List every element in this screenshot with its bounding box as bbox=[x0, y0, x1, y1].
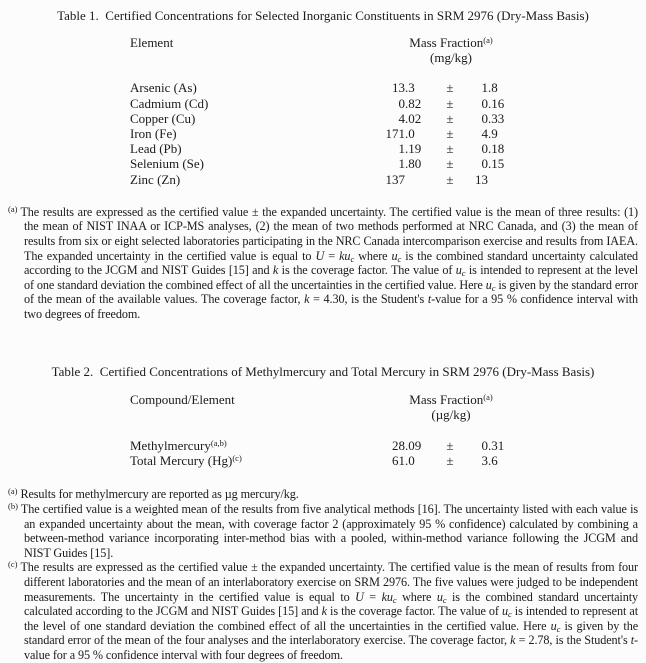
element-label: Copper (Cu) bbox=[130, 110, 196, 126]
table2-unit-row bbox=[130, 407, 646, 422]
uncertainty-frac: .8 bbox=[488, 80, 498, 96]
value-int: 4 bbox=[398, 110, 405, 126]
table2-column-mass-fraction bbox=[380, 392, 522, 407]
table2-body bbox=[0, 438, 646, 468]
value-int: 137 bbox=[385, 171, 405, 187]
footnote-marker: (b) bbox=[8, 500, 18, 511]
table-row bbox=[130, 141, 646, 156]
uncertainty-frac: .6 bbox=[488, 453, 498, 469]
table1-body bbox=[0, 80, 646, 186]
element-label: Arsenic (As) bbox=[130, 80, 197, 96]
compound-label: Methylmercury bbox=[130, 437, 211, 453]
table2-title: Table 2. Certified Concentrations of Methylmercury and Total Mercury in SRM 2976 (Dry-Mass Basis) bbox=[51, 363, 595, 379]
element-name bbox=[130, 96, 380, 111]
value-int: 171 bbox=[385, 126, 405, 142]
table2-header-row bbox=[130, 392, 646, 407]
plus-minus-sign: ± bbox=[446, 141, 454, 157]
value-int: 1 bbox=[398, 141, 405, 157]
footnote-marker: (a) bbox=[8, 203, 18, 214]
value-frac: .19 bbox=[405, 141, 422, 157]
footnote-text: The results are expressed as the certified value ± the expanded uncertainty. The certified value is the mean of results from four different laboratories and the mean of an interlaboratory exercise on SRM 2976. The five values were judged to be independent measurements. The uncertainty in the certified value is equal to U = kuc where uc is the combined standard uncertainty calculated according to the JCGM and NIST Guides [15] and k is the coverage factor. The value of uc is intended to represent at the level of one standard deviation the combined effect of all the uncertainties in the certified value. Here uc is given by the standard error of the mean of the four analyses and the interlaboratory exercise. The coverage factor, k = 2.78, is the Student's t-value for a 95 % confidence interval with four degrees of freedom. bbox=[20, 560, 639, 662]
uncertainty-int: 4 bbox=[481, 126, 488, 142]
element-name bbox=[130, 111, 380, 126]
element-label: Selenium (Se) bbox=[130, 156, 205, 172]
compound-name bbox=[130, 438, 380, 453]
footnote-b bbox=[8, 502, 638, 560]
uncertainty-frac: .18 bbox=[488, 141, 505, 157]
element-name bbox=[130, 141, 380, 156]
value-frac bbox=[405, 172, 439, 187]
compound-label: Total Mercury (Hg) bbox=[130, 453, 233, 469]
table-row bbox=[130, 111, 646, 126]
uncertainty-frac bbox=[488, 172, 522, 187]
footnote-text: The certified value is a weighted mean of the results from five analytical methods [16]. The uncertainty listed with each value is an expanded uncertainty about the mean, with coverage factor 2 (approximately 95 % confidence) calculated by combining a between-method variance incorporating inter-method bias with a pooled, within-method variance following the JCGM and NIST Guides [15]. bbox=[20, 501, 638, 560]
table2-footnotes bbox=[8, 487, 638, 662]
uncertainty-int: 1 bbox=[481, 80, 488, 96]
spacer bbox=[130, 407, 380, 422]
compound-footnote-ref: (c) bbox=[232, 453, 242, 464]
value-frac: .3 bbox=[405, 80, 415, 96]
value-int: 28 bbox=[392, 437, 405, 453]
mass-fraction-footnote-ref: (a) bbox=[483, 391, 493, 402]
element-name bbox=[130, 126, 380, 141]
uncertainty-int: 0 bbox=[481, 437, 488, 453]
value-frac: .0 bbox=[405, 126, 415, 142]
footnote-text: The results are expressed as the certified value ± the expanded uncertainty. The certified value is the mean of three results: (1) the mean of NIST INAA or ICP-MS analyses, (2) the mean of two methods performed at NRC Canada, and (3) the mean of results from six or eight selected laboratories participating in the NRC Canada intercomparison exercise and results from IAEA. The expanded uncertainty in the certified value is equal to U = kuc where uc is the combined standard uncertainty calculated according to the JCGM and NIST Guides [15] and k is the coverage factor. The value of uc is intended to represent at the level of one standard deviation the combined effect of all the uncertainties in the certified value. Here uc is given by the standard error of the mean of the available values. The coverage factor, k = 4.30, is the Student's t-value for a 95 % confidence interval with two degrees of freedom. bbox=[20, 204, 639, 321]
table-row bbox=[130, 156, 646, 171]
footnote-marker: (a) bbox=[8, 486, 18, 497]
element-name bbox=[130, 80, 380, 95]
uncertainty-int: 0 bbox=[481, 95, 488, 111]
table1-footnotes bbox=[8, 205, 638, 322]
element-label: Zinc (Zn) bbox=[130, 171, 181, 187]
uncertainty-int: 0 bbox=[481, 141, 488, 157]
table-row bbox=[130, 126, 646, 141]
table2-column-compound-element: Compound/Element bbox=[130, 391, 235, 407]
mass-fraction-footnote-ref: (a) bbox=[483, 35, 493, 45]
plus-minus-sign: ± bbox=[446, 437, 454, 453]
table1-unit: (mg/kg) bbox=[430, 50, 472, 66]
plus-minus-sign: ± bbox=[446, 80, 454, 96]
table-row bbox=[130, 438, 646, 453]
footnote-a bbox=[8, 205, 638, 322]
plus-minus-sign: ± bbox=[446, 171, 454, 187]
value-frac: .80 bbox=[405, 156, 422, 172]
compound-name bbox=[130, 453, 380, 468]
plus-minus-sign: ± bbox=[446, 110, 454, 126]
plus-minus-sign: ± bbox=[446, 95, 454, 111]
uncertainty-int: 13 bbox=[475, 171, 488, 187]
value-int: 0 bbox=[398, 95, 405, 111]
mass-fraction-label: Mass Fraction bbox=[409, 391, 484, 407]
table-row bbox=[130, 172, 646, 187]
table-row bbox=[130, 96, 646, 111]
footnote-a bbox=[8, 487, 638, 502]
uncertainty-frac: .16 bbox=[488, 95, 505, 111]
element-label: Cadmium (Cd) bbox=[130, 95, 209, 111]
table-row bbox=[130, 80, 646, 95]
table1-column-element: Element bbox=[130, 35, 174, 50]
value-frac: .0 bbox=[405, 453, 415, 469]
table1-unit-row bbox=[130, 50, 646, 65]
plus-minus-sign: ± bbox=[446, 156, 454, 172]
table1-header-row bbox=[130, 35, 646, 50]
uncertainty-int: 3 bbox=[481, 453, 488, 469]
value-frac: .82 bbox=[405, 95, 422, 111]
uncertainty-int: 0 bbox=[481, 110, 488, 126]
uncertainty-frac: .15 bbox=[488, 156, 505, 172]
element-name bbox=[130, 172, 380, 187]
table1-column-mass-fraction bbox=[380, 35, 522, 50]
uncertainty-frac: .33 bbox=[488, 110, 505, 126]
footnote-marker: (c) bbox=[8, 559, 18, 570]
value-frac: .09 bbox=[405, 437, 422, 453]
mass-fraction-label: Mass Fraction bbox=[409, 35, 484, 50]
table2-unit: (µg/kg) bbox=[431, 406, 471, 422]
footnote-text: Results for methylmercury are reported as µg mercury/kg. bbox=[20, 487, 299, 502]
footnote-c bbox=[8, 560, 638, 662]
compound-footnote-ref: (a,b) bbox=[210, 437, 227, 448]
table1-title: Table 1. Certified Concentrations for Selected Inorganic Constituents in SRM 2976 (Dry-Mass Basis) bbox=[57, 8, 589, 23]
value-int: 13 bbox=[392, 80, 405, 96]
value-int: 1 bbox=[398, 156, 405, 172]
uncertainty-frac: .9 bbox=[488, 126, 498, 142]
spacer bbox=[130, 50, 380, 65]
plus-minus-sign: ± bbox=[446, 126, 454, 142]
value-int: 61 bbox=[392, 453, 405, 469]
element-name bbox=[130, 156, 380, 171]
plus-minus-sign: ± bbox=[446, 453, 454, 469]
value-frac: .02 bbox=[405, 110, 422, 126]
table-row bbox=[130, 453, 646, 468]
uncertainty-int: 0 bbox=[481, 156, 488, 172]
element-label: Lead (Pb) bbox=[130, 141, 182, 157]
uncertainty-frac: .31 bbox=[488, 437, 505, 453]
element-label: Iron (Fe) bbox=[130, 126, 177, 142]
